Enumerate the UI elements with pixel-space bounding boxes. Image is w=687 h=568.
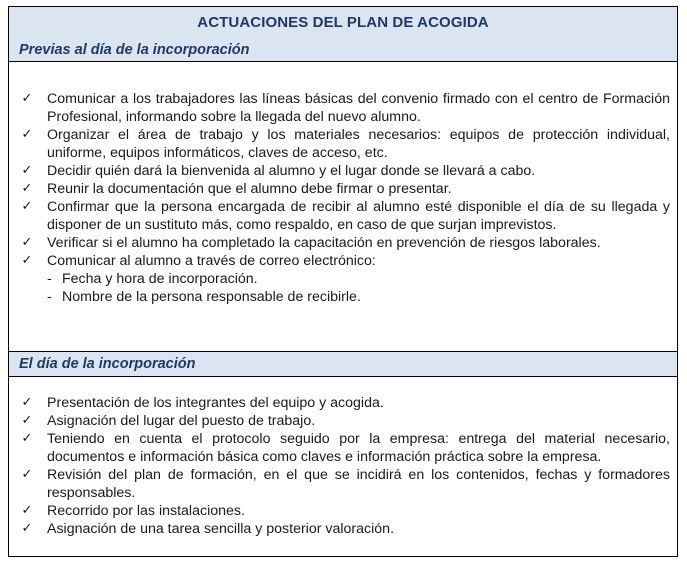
- sub-list: [47, 270, 670, 306]
- checkmark-icon: ✓: [21, 253, 33, 268]
- list-item: [9, 412, 677, 430]
- section-header-on-day: [9, 351, 677, 377]
- list-item-text: Comunicar a los trabajadores las líneas básicas del convenio firmado con el centro de Formación Profesional, informando sobre la llegada del nuevo alumno.: [47, 91, 670, 125]
- action-plan-table: [8, 6, 678, 557]
- list-item-text: Presentación de los integrantes del equipo y acogida.: [47, 395, 384, 411]
- list-item: [9, 430, 677, 466]
- checkmark-icon: ✓: [21, 235, 33, 250]
- checkmark-icon: ✓: [21, 521, 33, 536]
- list-item: [9, 502, 677, 520]
- list-item-text: Revisión del plan de formación, en el que se incidirá en los contenidos, fechas y formadores responsables.: [47, 467, 670, 501]
- list-item-text: Decidir quién dará la bienvenida al alumno y el lugar donde se llevará a cabo.: [47, 163, 536, 179]
- list-item: [9, 198, 677, 234]
- dash-bullet: -: [47, 271, 52, 287]
- checkmark-icon: ✓: [21, 503, 33, 518]
- list-item-text: Asignación de una tarea sencilla y posterior valoración.: [47, 521, 395, 537]
- checkmark-icon: ✓: [21, 413, 33, 428]
- checkmark-icon: ✓: [21, 181, 33, 196]
- list-item-text: Verificar si el alumno ha completado la capacitación en prevención de riesgos laborales.: [47, 235, 601, 251]
- list-item: [9, 126, 677, 162]
- list-item: [9, 234, 677, 252]
- section-heading-text: Previas al día de la incorporación: [19, 41, 250, 58]
- list-item-text: Comunicar al alumno a través de correo electrónico:: [47, 253, 376, 269]
- checkmark-icon: ✓: [21, 431, 33, 446]
- section-header-before-day: [9, 38, 677, 62]
- list-item: [9, 394, 677, 412]
- list-item-text: Organizar el área de trabajo y los materiales necesarios: equipos de protección individual, uniforme, equipos informáticos, claves de acceso, etc.: [47, 127, 670, 161]
- sub-list-item: [47, 288, 670, 306]
- list-item: [9, 252, 677, 306]
- list-item: [9, 180, 677, 198]
- checkmark-icon: ✓: [21, 395, 33, 410]
- list-item-text: Asignación del lugar del puesto de trabajo.: [47, 413, 316, 429]
- sub-list-item-text: Fecha y hora de incorporación.: [62, 271, 258, 287]
- table-title-text: ACTUACIONES DEL PLAN DE ACOGIDA: [197, 14, 489, 31]
- list-item-text: Recorrido por las instalaciones.: [47, 503, 245, 519]
- list-item-text: Confirmar que la persona encargada de recibir al alumno esté disponible el día de su llegada y disponer de un sustituto más, como respaldo, en caso de que surjan imprevistos.: [47, 199, 670, 233]
- checkmark-icon: ✓: [21, 199, 33, 214]
- list-item: [9, 90, 677, 126]
- list-item-text: Reunir la documentación que el alumno debe firmar o presentar.: [47, 181, 452, 197]
- sub-list-item-text: Nombre de la persona responsable de recibirle.: [62, 289, 361, 305]
- dash-bullet: -: [47, 289, 52, 305]
- list-item: [9, 162, 677, 180]
- section-heading-text: El día de la incorporación: [19, 356, 196, 372]
- checkmark-icon: ✓: [21, 467, 33, 482]
- checkmark-icon: ✓: [21, 91, 33, 106]
- list-item-text: Teniendo en cuenta el protocolo seguido por la empresa: entrega del material necesario, documentos e información básica como claves e información práctica sobre la empresa.: [47, 431, 670, 465]
- checkmark-icon: ✓: [21, 163, 33, 178]
- on-day-list: [9, 394, 677, 538]
- sub-list-item: [47, 270, 670, 288]
- list-item: [9, 520, 677, 538]
- table-title: [9, 7, 677, 39]
- list-item: [9, 466, 677, 502]
- before-day-list: [9, 90, 677, 306]
- checkmark-icon: ✓: [21, 127, 33, 142]
